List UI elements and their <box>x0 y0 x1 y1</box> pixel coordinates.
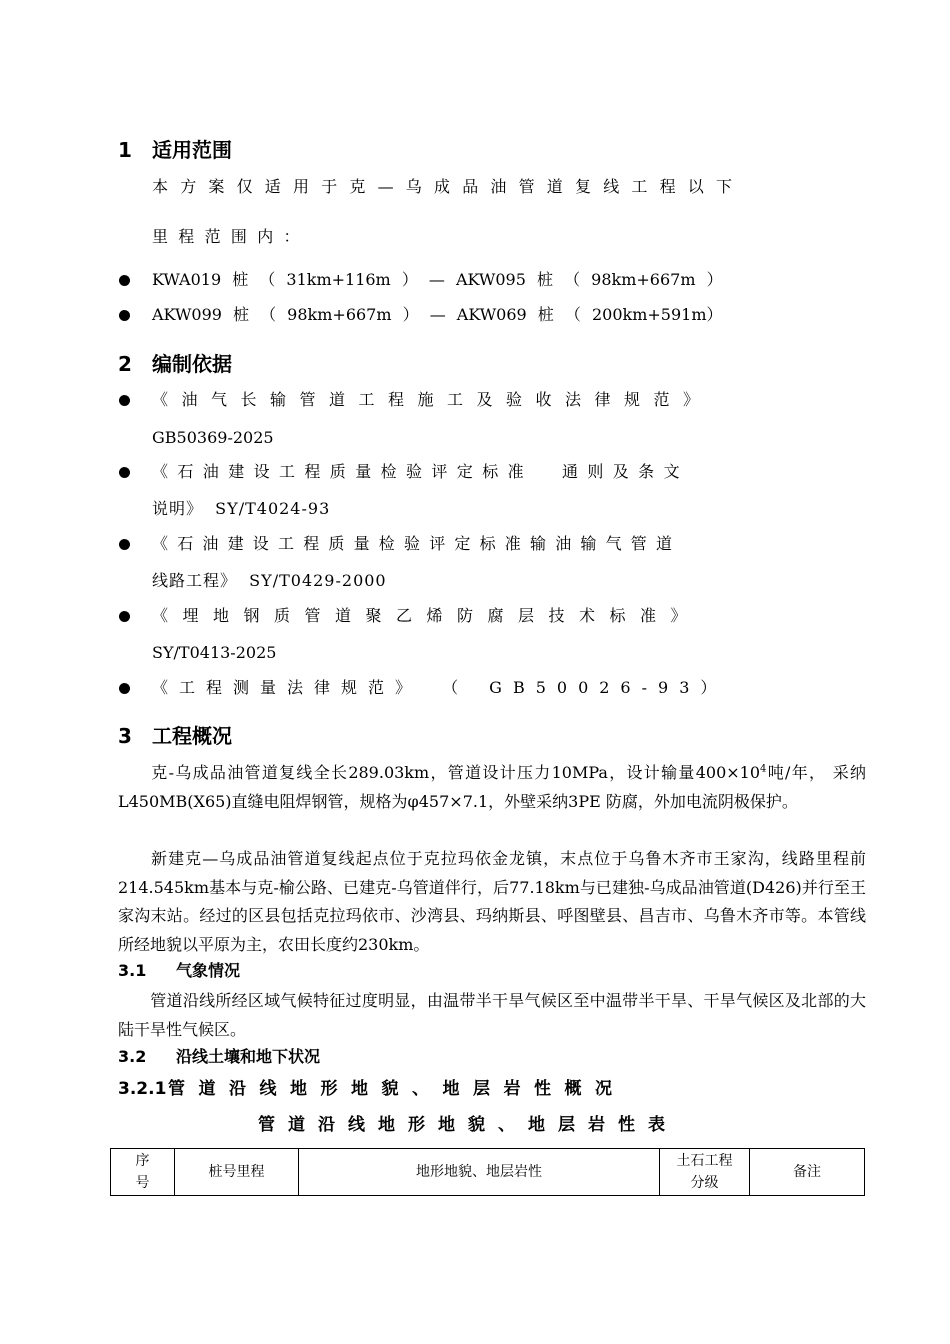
table-header-cell: 桩号里程 <box>175 1149 299 1196</box>
scope-item: AKW099 桩 （ 98km+667m ） — AKW069 桩 （ 200km+591m） <box>152 305 723 324</box>
reference-code: GB50369-2025 <box>152 428 274 447</box>
subsection-3-1-heading <box>118 959 240 983</box>
subsection-title: 气象情况 <box>176 961 241 980</box>
subsection-3-2-1-heading <box>118 1077 626 1101</box>
scope-intro-line-2: 里程范围内： <box>152 227 310 246</box>
overview-text: 新建克—乌成品油管道复线起点位于克拉玛依金龙镇，末点位于乌鲁木齐市王家沟，线路里程前214.545km基本与克-榆公路、已建克-乌管道伴行，后77.18km与已建独-乌成品油管道(D426)并行至王家沟末站。经过的区县包括克拉玛依市、沙湾县、玛纳斯县、呼图壁县、昌吉市、乌鲁木齐市等。本管线所经地貌以平原为主，农田长度约230km。 <box>118 849 866 954</box>
subsection-3-2-heading <box>118 1045 320 1069</box>
reference-title: 《工程测量法律规范》 （ GB50026-93） <box>152 678 728 697</box>
table-header-row <box>111 1149 865 1196</box>
section-number: 3 <box>118 724 132 748</box>
superscript: 4 <box>760 763 767 775</box>
reference-code: SY/T0413-2025 <box>152 643 277 662</box>
table-header-cell: 土石工程分级 <box>660 1149 750 1196</box>
overview-paragraph-2 <box>118 845 866 959</box>
section-1-heading <box>118 136 232 164</box>
bullet-icon <box>119 611 130 622</box>
bullet-icon <box>119 395 130 406</box>
reference-title: 《石油建设工程质量检验评定标准输油输气管道 <box>152 534 682 553</box>
climate-text: 管道沿线所经区域气候特征过度明显，由温带半干旱气候区至中温带半干旱、干旱气候区及北部的大陆干旱性气候区。 <box>118 991 866 1039</box>
scope-item: KWA019 桩 （ 31km+116m ） — AKW095 桩 （ 98km+667m ） <box>152 270 723 289</box>
geology-table <box>110 1148 865 1196</box>
bullet-icon <box>119 275 130 286</box>
table-header-cell: 备注 <box>750 1149 865 1196</box>
table-header-cell: 地形地貌、地层岩性 <box>299 1149 660 1196</box>
subsection-title: 管道沿线地形地貌、地层岩性概况 <box>168 1079 626 1099</box>
section-3-heading <box>118 722 232 750</box>
section-number: 2 <box>118 352 132 376</box>
section-number: 1 <box>118 138 132 162</box>
bullet-icon <box>119 683 130 694</box>
overview-text: 克-乌成品油管道复线全长289.03km，管道设计压力10MPa，设计输量400×10 <box>150 763 761 782</box>
reference-title: 《石油建设工程质量检验评定标准 通则及条文 <box>152 462 689 481</box>
reference-code: 线路工程》 SY/T0429-2000 <box>152 571 387 590</box>
overview-paragraph-1 <box>118 759 866 816</box>
overview-text: 吨/年， 采纳L450MB(X65)直缝电阻焊钢管，规格为φ457×7.1，外壁采纳3PE 防腐，外加电流阴极保护。 <box>118 763 866 811</box>
section-title: 工程概况 <box>152 724 232 748</box>
reference-code: 说明》 SY/T4024-93 <box>152 499 331 518</box>
reference-title: 《油气长输管道工程施工及验收法律规范》 <box>152 390 713 409</box>
subsection-number: 3.2 <box>118 1047 147 1066</box>
climate-paragraph <box>118 987 866 1044</box>
section-title: 适用范围 <box>152 138 232 162</box>
reference-title: 《埋地钢质管道聚乙烯防腐层技术标准》 <box>152 606 702 625</box>
table-header-cell: 序号 <box>111 1149 175 1196</box>
scope-intro-line-1: 本方案仅适用于克—乌成品油管道复线工程以下 <box>152 177 745 196</box>
subsection-title: 沿线土壤和地下状况 <box>176 1047 321 1066</box>
subsection-number: 3.2.1 <box>118 1079 167 1099</box>
bullet-icon <box>119 539 130 550</box>
section-2-heading <box>118 350 232 378</box>
subsection-number: 3.1 <box>118 961 147 980</box>
table-title: 管道沿线地形地貌、地层岩性表 <box>258 1115 678 1135</box>
section-title: 编制依据 <box>152 352 232 376</box>
bullet-icon <box>119 467 130 478</box>
bullet-icon <box>119 310 130 321</box>
